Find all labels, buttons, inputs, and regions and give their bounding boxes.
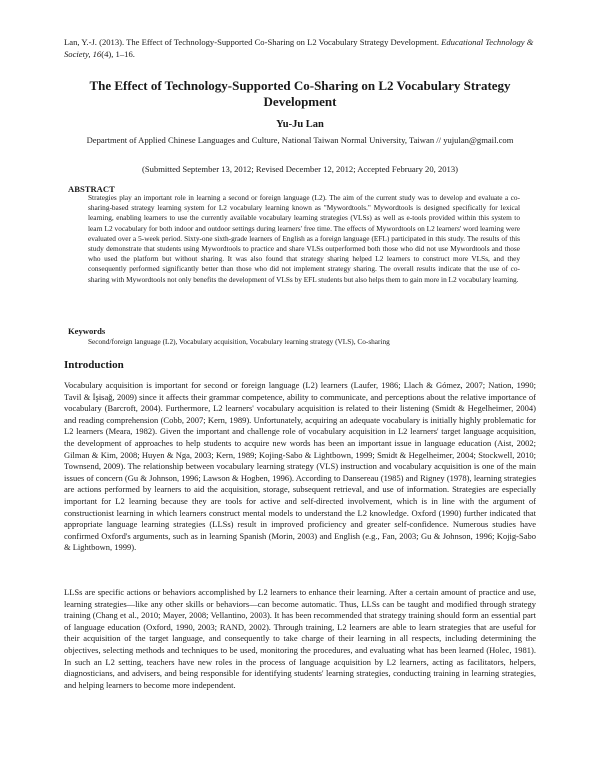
intro-paragraph-1: Vocabulary acquisition is important for second or foreign language (L2) learners (Laufer, 1986; Llach & Gómez, 2007; Nation, 1990; Tavil & İşisağ, 2009) since it affects their grammar competence, ability to communicate, and perceptions about the relative importance of vocabulary (Barcroft, 2004). Furthermore, L2 learners' vocabulary acquisition is related to their listening (Smidt & Hegelheimer, 2004) and reading comprehension (Cobb, 2007; Kern, 1989). Unfortunately, acquiring an adequate vocabulary is initially highly problematic for L2 learners (Meara, 1982). Given the important and challenge role of vocabulary acquisition in L2 learners' target language acquisition, the development of approaches to help students to acquire new words has been an important issue in language education (Aist, 2002; Gilman & Kim, 2008; Huyen & Nga, 2003; Kern, 1989; Kojing-Sabo & Lightbown, 1999; Smidt & Hegelheimer, 2004; Stockwell, 2010; Townsend, 2009). The relationship between vocabulary learning strategy (VLS) instruction and vocabulary acquisition is one of the main issues of concern (Gu & Johnson, 1996; Lawson & Hogben, 1996). According to Dansereau (1985) and Rigney (1978), learning strategies are actions performed by learners to aid the acquisition, storage, subsequent retrieval, and use of information. Strategies are especially important for L2 learning because they are tools for active and self-directed involvement, which is in line with the argument of constructionist learning in which learners construct mental models to understand the L2 knowledge. Oxford (1990) further indicated that appropriate language learning strategies (LLSs) result in improved proficiency and greater self-confidence. Numerous studies have confirmed Oxford's arguments, such as in learning Spanish (Morin, 2003) and English (e.g., Fan, 2003; Gu & Johnson, 1996; Kojig-Sabo & Lightbown, 1999). [64,380,536,553]
submission-dates: (Submitted September 13, 2012; Revised December 12, 2012; Accepted February 20, 2013) [142,164,458,174]
citation-issue: (4), 1–16. [101,48,135,59]
citation-header [64,37,544,60]
abstract-text: Strategies play an important role in learning a second or foreign language (L2). The aim of the current study was to develop and evaluate a co-sharing-based strategy learning system for L2 vocabulary learning known as "Mywordtools." Mywordtools is designed specifically for lexical learning, enabling learners to use the currently available vocabulary learning strategies (VLSs) as well as e-tools provided within this system to learn L2 vocabulary for both indoor and outdoor settings during learners' free time. The effects of Mywordtools on L2 learners' word learning were evaluated over a 5-week period. Sixty-one sixth-grade learners of English as a foreign language (EFL) participated in this study. The results of this study demonstrate that students using Mywordtools to practice and share VLSs outperformed both those who did not use Mywordtools and those who used the platform but without sharing. It was also found that strategy sharing helped L2 learners to construct more VLSs, and they consequently performed significantly better than those who did not implement strategy sharing. The overall results indicate that the use of co-sharing with Mywordtools not only benefits the development of VLSs by EFL students but also helps them to gain more in L2 vocabulary learning. [88,193,520,284]
paper-title: The Effect of Technology-Supported Co-Sharing on L2 Vocabulary Strategy Development [89,78,511,109]
introduction-heading: Introduction [64,359,124,371]
keywords-heading: Keywords [68,326,106,336]
author-name: Yu-Ju Lan [276,119,324,130]
intro-paragraph-2: LLSs are specific actions or behaviors accomplished by L2 learners to enhance their learning. After a certain amount of practice and use, learning strategies—like any other skills or behaviors—can become automatic. Thus, LLSs can be taught and modified through strategy training (Chang et al., 2010; Mayer, 2008; Vellantino, 2003). It has been recommended that strategy training should form an essential part of language education (Oxford, 1990, 2003; RAND, 2002). Through training, L2 learners are able to learn strategies that are useful for their acquisition of the target language, and consequently to take charge of their learning in all respects, including determining the objectives, selecting methods and techniques to be used, monitoring the procedures, and evaluating what has been learned (Holec, 1981). In such an L2 setting, teachers have new roles in the process of language acquisition by L2 learners, acting as facilitators, helpers, diagnosticians, and advisers, and being responsible for identifying students' learning strategies, conducting training in learning strategies, and helping learners to become more independent. [64,587,536,690]
keywords-text: Second/foreign language (L2), Vocabulary acquisition, Vocabulary learning strategy (VLS), Co-sharing [88,337,390,346]
citation-text: Lan, Y.-J. (2013). The Effect of Technology-Supported Co-Sharing on L2 Vocabulary Strategy Development. [64,37,442,47]
citation-journal: Educational Technology & Society, 16 [64,37,534,59]
abstract-heading: ABSTRACT [68,184,115,194]
author-affiliation: Department of Applied Chinese Languages and Culture, National Taiwan Normal University, Taiwan // yujulan@gmail.com [86,135,514,145]
